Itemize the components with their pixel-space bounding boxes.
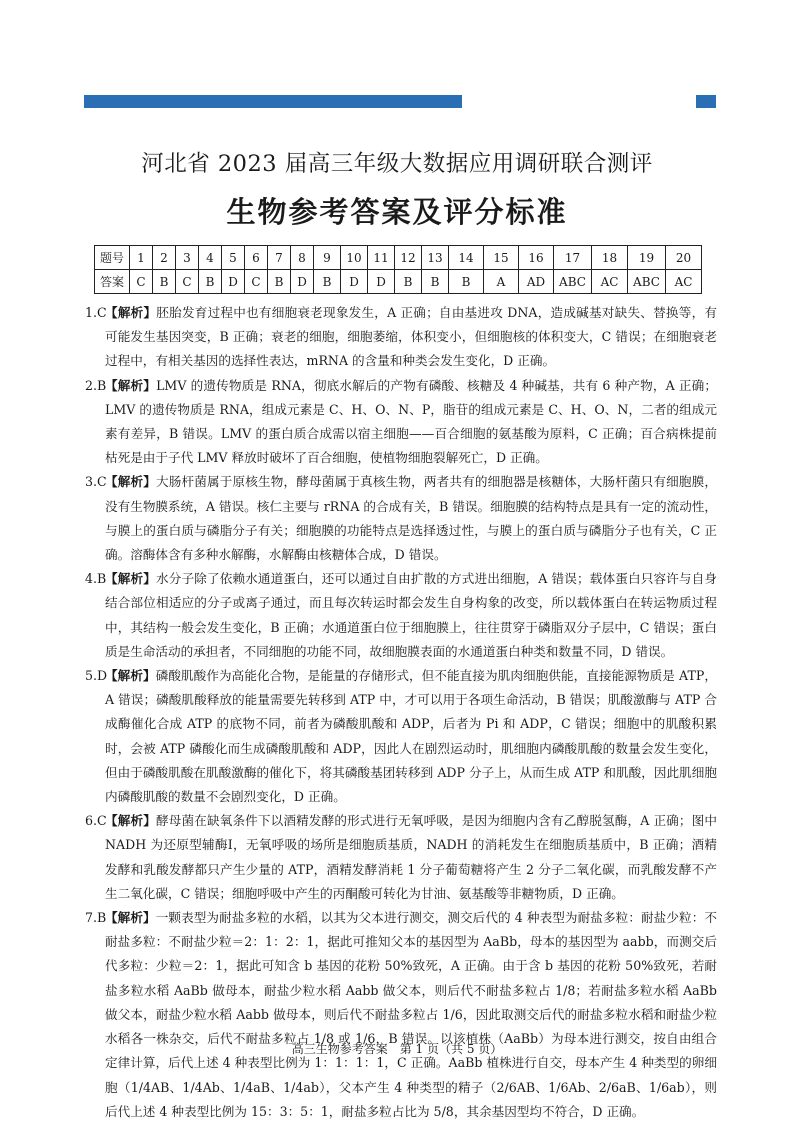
page-footer: 高三生物参考答案 第 1 页（共 5 页） bbox=[291, 1042, 503, 1056]
explanation-text: 酵母菌在缺氧条件下以酒精发酵的形式进行无氧呼吸，是因为细胞内含有乙醇脱氢酶，A 正确；图中 NADH 为还原型辅酶Ⅰ，无氧呼吸的场所是细胞质基质，NADH 的消耗发生在细胞质基质中，B 正确；酒精发酵和乳酸发酵都只产生少量的 ATP，酒精发酵消耗 1 分子葡萄糖将产生 2 分子二氧化碳，而乳酸发酵不产生二氧化碳，C 错误；细胞呼吸中产生的丙酮酸可转化为甘油、氨基酸等非糖物质，D 正确。 bbox=[105, 813, 718, 901]
question-number: 8 bbox=[291, 246, 314, 270]
answer-table-number-row bbox=[95, 246, 702, 270]
answer-cell: B bbox=[153, 270, 176, 294]
explanation-item bbox=[85, 374, 717, 471]
explanations bbox=[85, 301, 717, 1124]
explanation-text: 一颗表型为耐盐多粒的水稻，以其为父本进行测交，测交后代的 4 种表型为耐盐多粒：耐盐少粒：不耐盐多粒：不耐盐少粒＝2：1：2：1，据此可推知父本的基因型为 AaBb，母本的基因型为 aabb，而测交后代多粒：少粒＝2：1，据此可知含 b 基因的花粉 50%致死，A 正确。由于含 b 基因的花粉 50%致死，若耐盐多粒水稻 AaBb 做母本，耐盐少粒水稻 Aabb 做父本，则后代不耐盐多粒占 1/8；若耐盐多粒水稻 AaBb 做父本，耐盐少粒水稻 Aabb 做母本，则后代不耐盐多粒占 1/6，因此取测交后代的耐盐多粒水稻和耐盐少粒水稻各一株杂交，后代不耐盐多粒占 1/8 或 1/6，B 错误。以该植株（AaBb）为母本进行测交，按自由组合定律计算，后代上述 4 种表型比例为 1：1：1：1，C 正确。AaBb 植株进行自交，母本产生 4 种类型的卵细胞（1/4AB、1/4Ab、1/4aB、1/4ab），父本产生 4 种类型的精子（2/6AB、1/6Ab、2/6aB、1/6ab），则后代上述 4 种表型比例为 15：3：5：1，耐盐多粒占比为 5/8，其余基因型均不符合，D 正确。 bbox=[105, 910, 717, 1119]
document-title: 河北省 2023 届高三年级大数据应用调研联合测评 bbox=[141, 151, 653, 177]
question-number: 1 bbox=[130, 246, 153, 270]
answer-cell: B bbox=[449, 270, 484, 294]
answer-table bbox=[94, 245, 702, 294]
answer-cell: D bbox=[222, 270, 245, 294]
answer-table-answer-row bbox=[95, 270, 702, 294]
explanation-number: 3.C bbox=[85, 474, 107, 490]
answer-cell: D bbox=[341, 270, 368, 294]
explanation-item bbox=[85, 664, 717, 809]
row-label: 题号 bbox=[95, 246, 130, 270]
row-label: 答案 bbox=[95, 270, 130, 294]
explanation-text: 胚胎发育过程中也有细胞衰老现象发生，A 正确；自由基进攻 DNA，造成碱基对缺失、替换等，有可能发生基因突变，B 正确；衰老的细胞，细胞萎缩，体积变小，但细胞核的体积变大，C 错误；在细胞衰老过程中，有相关基因的选择性表达，mRNA 的含量和种类会发生变化，D 正确。 bbox=[105, 305, 717, 369]
question-number: 2 bbox=[153, 246, 176, 270]
explanation-number: 2.B bbox=[85, 377, 107, 393]
question-number: 19 bbox=[628, 246, 666, 270]
explanation-text: 大肠杆菌属于原核生物，酵母菌属于真核生物，两者共有的细胞器是核糖体，大肠杆菌只有细胞膜，没有生物膜系统，A 错误。核仁主要与 rRNA 的合成有关，B 错误。细胞膜的结构特点是具有一定的流动性，与膜上的蛋白质与磷脂分子有关；细胞膜的功能特点是选择透过性，与膜上的蛋白质与磷脂分子也有关，C 正确。溶酶体含有多种水解酶，水解酶由核糖体合成，D 错误。 bbox=[105, 474, 718, 563]
question-number: 15 bbox=[484, 246, 519, 270]
explanation-number: 4.B bbox=[85, 571, 107, 587]
explanation-number: 1.C bbox=[85, 305, 107, 320]
explanation-text: 磷酸肌酸作为高能化合物，是能量的存储形式，但不能直接为肌肉细胞供能，直接能源物质是 ATP，A 错误；磷酸肌酸释放的能量需要先转移到 ATP 中，才可以用于各项生命活动，B 错误；肌酸激酶与 ATP 合成酶催化合成 ATP 的底物不同，前者为磷酸肌酸和 ADP，后者为 Pi 和 ADP，C 错误；细胞中的肌酸积累时，会被 ATP 磷酸化而生成磷酸肌酸和 ADP，因此人在剧烈运动时，肌细胞内磷酸肌酸的数量会发生变化，但由于磷酸肌酸在肌酸激酶的催化下，将其磷酸基团转移到 ADP 分子上，从而生成 ATP 和肌酸，因此肌细胞内磷酸肌酸的数量不会剧烈变化，D 正确。 bbox=[105, 668, 717, 805]
answer-cell: ABC bbox=[628, 270, 666, 294]
question-number: 17 bbox=[554, 246, 592, 270]
question-number: 7 bbox=[268, 246, 291, 270]
explanation-tag: 【解析】 bbox=[105, 305, 157, 320]
question-number: 5 bbox=[222, 246, 245, 270]
explanation-tag: 【解析】 bbox=[105, 668, 156, 684]
explanation-item bbox=[85, 906, 717, 1124]
question-number: 18 bbox=[592, 246, 628, 270]
explanation-item bbox=[85, 809, 717, 906]
header-accent-square bbox=[696, 95, 716, 108]
explanation-tag: 【解析】 bbox=[105, 474, 157, 490]
question-number: 20 bbox=[666, 246, 702, 270]
question-number: 14 bbox=[449, 246, 484, 270]
question-number: 16 bbox=[519, 246, 554, 270]
answer-cell: C bbox=[176, 270, 199, 294]
explanation-tag: 【解析】 bbox=[105, 571, 156, 587]
question-number: 10 bbox=[341, 246, 368, 270]
answer-cell: D bbox=[291, 270, 314, 294]
explanation-number: 5.D bbox=[85, 668, 108, 684]
question-number: 3 bbox=[176, 246, 199, 270]
explanation-item bbox=[85, 301, 717, 374]
answer-cell: A bbox=[484, 270, 519, 294]
question-number: 11 bbox=[368, 246, 395, 270]
explanation-text: LMV 的遗传物质是 RNA，彻底水解后的产物有磷酸、核糖及 4 种碱基，共有 6 种产物，A 正确；LMV 的遗传物质是 RNA，组成元素是 C、H、O、N、P，脂苷的组成元素是 C、H、O、N，二者的组成元素有差异，B 错误。LMV 的蛋白质合成需以宿主细胞——百合细胞的氨基酸为原料，C 正确；百合病株提前枯死是由于子代 LMV 释放时破坏了百合细胞，使植物细胞裂解死亡，D 正确。 bbox=[105, 377, 718, 466]
document-subtitle: 生物参考答案及评分标准 bbox=[226, 195, 568, 229]
answer-cell: AC bbox=[592, 270, 628, 294]
answer-cell: B bbox=[199, 270, 222, 294]
question-number: 13 bbox=[422, 246, 449, 270]
header-accent-bar bbox=[84, 95, 462, 108]
answer-cell: C bbox=[245, 270, 268, 294]
answer-cell: ABC bbox=[554, 270, 592, 294]
answer-cell: B bbox=[422, 270, 449, 294]
explanation-number: 7.B bbox=[85, 910, 107, 926]
explanation-text: 水分子除了依赖水通道蛋白，还可以通过自由扩散的方式进出细胞，A 错误；载体蛋白只容许与自身结合部位相适应的分子或离子通过，而且每次转运时都会发生自身构象的改变，所以载体蛋白在转运物质过程中，其结构一般会发生变化，B 正确；水通道蛋白位于细胞膜上，往往贯穿于磷脂双分子层中，C 错误；蛋白质是生命活动的承担者，不同细胞的功能不同，故细胞膜表面的水通道蛋白种类和数量不同，D 错误。 bbox=[105, 571, 718, 659]
answer-cell: B bbox=[395, 270, 422, 294]
question-number: 9 bbox=[314, 246, 341, 270]
answer-cell: AD bbox=[519, 270, 554, 294]
answer-cell: B bbox=[268, 270, 291, 294]
question-number: 4 bbox=[199, 246, 222, 270]
answer-cell: B bbox=[314, 270, 341, 294]
explanation-tag: 【解析】 bbox=[105, 813, 156, 829]
answer-cell: D bbox=[368, 270, 395, 294]
explanation-item bbox=[85, 567, 717, 664]
question-number: 12 bbox=[395, 246, 422, 270]
explanation-item bbox=[85, 470, 717, 567]
answer-cell: AC bbox=[666, 270, 702, 294]
explanation-tag: 【解析】 bbox=[105, 377, 157, 393]
explanation-tag: 【解析】 bbox=[105, 910, 156, 926]
explanation-number: 6.C bbox=[85, 813, 107, 829]
question-number: 6 bbox=[245, 246, 268, 270]
answer-cell: C bbox=[130, 270, 153, 294]
